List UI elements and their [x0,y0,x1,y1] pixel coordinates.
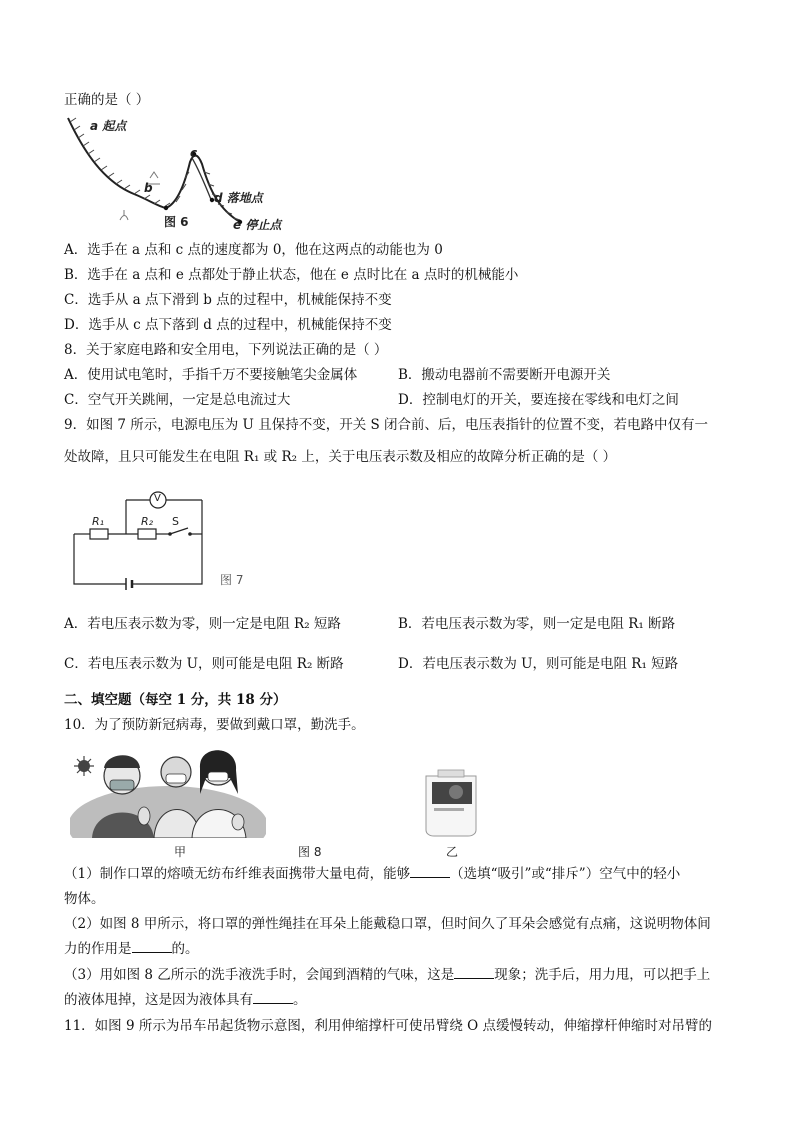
q10-part2-text-b: 的。 [171,941,199,957]
q8-option-a: A．使用试电笔时，手指千万不要接触笔尖金属体 [64,367,358,383]
figure-7-circuit [70,486,220,590]
q10-part1-text-a: （1）制作口罩的熔喷无纺布纤维表面携带大量电荷，能够 [64,866,411,882]
q7-option-b: B．选手在 a 点和 e 点都处于静止状态，他在 e 点时比在 a 点时的机械能小 [64,267,519,283]
q10-part2-line1: （2）如图 8 甲所示，将口罩的弹性绳挂在耳朵上能戴稳口罩，但时间久了耳朵会感觉有点痛，这说明物体间 [64,916,711,932]
fig7-r1-label: R₁ [92,515,105,528]
q7-stem-tail: 正确的是（ ） [64,92,150,108]
fig6-point-a-label: a 起点 [90,119,127,133]
q8-option-d: D．控制电灯的开关，要连接在零线和电灯之间 [398,392,679,408]
q10-stem: 10．为了预防新冠病毒，要做到戴口罩，勤洗手。 [64,717,365,733]
q9-stem-line1: 9．如图 7 所示，电源电压为 U 且保持不变，开关 S 闭合前、后，电压表指针的位置不变，若电路中仅有一 [64,417,709,433]
q10-part1-line2: 物体。 [64,891,105,907]
figure-8-left-mask-people-illustration [70,738,266,838]
q9-stem-line2: 处故障，且只可能发生在电阻 R₁ 或 R₂ 上，关于电压表示数及相应的故障分析正确的是（ ） [64,449,617,465]
q8-option-b: B．搬动电器前不需要断开电源开关 [398,367,611,383]
q10-part3-blank-2[interactable] [253,991,293,1004]
q10-part3-line1 [64,966,710,984]
q7-option-c: C．选手从 a 点下滑到 b 点的过程中，机械能保持不变 [64,292,392,308]
figure-8-right-hand-sanitizer-bottle [420,768,482,838]
fig6-caption: 图 6 [164,215,189,229]
fig7-r2-label: R₂ [141,515,154,528]
fig7-voltmeter-label: V [154,493,161,504]
fig6-point-b-label: b [144,181,153,195]
fig7-caption: 图 7 [220,573,244,587]
q7-option-d: D．选手从 c 点下落到 d 点的过程中，机械能保持不变 [64,317,392,333]
fig7-switch-label: S [172,515,179,528]
q10-part1-text-b: （选填“吸引”或“排斥”）空气中的轻小 [450,866,681,882]
fig6-point-e-label: e 停止点 [233,218,282,232]
q10-part2-line2 [64,940,199,958]
fig8-left-label: 甲 [174,845,187,859]
fig6-point-d-label: d 落地点 [214,191,263,205]
q10-part1-blank[interactable] [410,865,450,878]
q10-part3-text-b: 现象；洗手后，用力甩，可以把手上 [494,967,711,983]
q7-option-a: A．选手在 a 点和 c 点的速度都为 0，他在这两点的动能也为 0 [64,242,443,258]
q10-part3-text-a: （3）用如图 8 乙所示的洗手液洗手时，会闻到酒精的气味，这是 [64,967,455,983]
fig8-right-label: 乙 [446,845,459,859]
fig8-caption: 图 8 [298,845,322,859]
q10-part1-line1 [64,865,680,883]
q10-part3-text-d: 。 [293,992,307,1008]
q10-part3-line2 [64,991,307,1009]
q9-option-d: D．若电压表示数为 U，则可能是电阻 R₁ 短路 [398,656,679,672]
fig6-point-c-label: c [190,146,198,160]
q11-stem: 11．如图 9 所示为吊车吊起货物示意图，利用伸缩撑杆可使吊臂绕 O 点缓慢转动，伸缩撑杆伸缩时对吊臂的 [64,1018,712,1034]
q10-part3-text-c: 的液体甩掉，这是因为液体具有 [64,992,253,1008]
q9-option-c: C．若电压表示数为 U，则可能是电阻 R₂ 断路 [64,656,344,672]
q10-part2-blank[interactable] [132,940,172,953]
q10-part3-blank-1[interactable] [454,966,494,979]
q9-option-a: A．若电压表示数为零，则一定是电阻 R₂ 短路 [64,616,341,632]
q10-part2-text-a: 力的作用是 [64,941,132,957]
q8-stem: 8．关于家庭电路和安全用电，下列说法正确的是（ ） [64,342,388,358]
q8-option-c: C．空气开关跳闸，一定是总电流过大 [64,392,291,408]
q9-option-b: B．若电压表示数为零，则一定是电阻 R₁ 断路 [398,616,676,632]
section-2-heading: 二、填空题（每空 1 分，共 18 分） [64,692,287,708]
